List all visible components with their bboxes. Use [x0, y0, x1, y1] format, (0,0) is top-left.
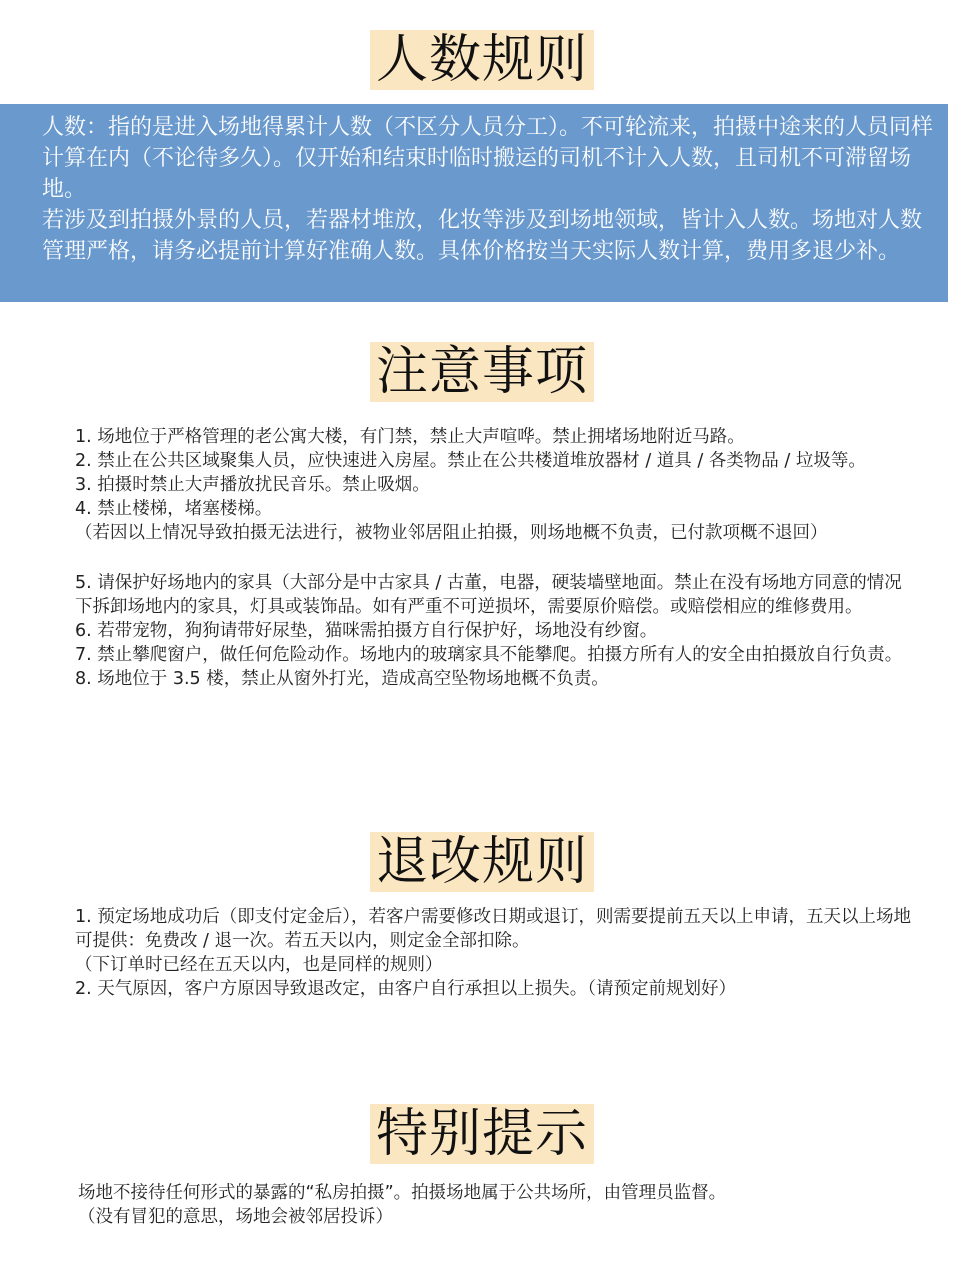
notes-item: 3. 拍摄时禁止大声播放扰民音乐。禁止吸烟。 [75, 475, 430, 495]
notes-item: 1. 场地位于严格管理的老公寓大楼，有门禁，禁止大声喧哗。禁止拥堵场地附近马路。 [75, 427, 745, 447]
special-note: （没有冒犯的意思，场地会被邻居投诉） [78, 1207, 393, 1227]
notes-title: 注意事项 [370, 342, 594, 402]
refund-section [75, 905, 915, 1001]
special-title: 特别提示 [370, 1104, 594, 1164]
notes-item: 2. 禁止在公共区域聚集人员，应快速进入房屋。禁止在公共楼道堆放器材 / 道具 / 各类物品 / 垃圾等。 [75, 451, 866, 471]
notes-item: 5. 请保护好场地内的家具（大部分是中古家具 / 古董，电器，硬装墙壁地面。禁止在没有场地方同意的情况下拆卸场地内的家具，灯具或装饰品。如有严重不可逆损坏，需要原价赔偿。或赔偿相应的维修费用。 [75, 573, 902, 617]
special-heading-wrap [0, 1104, 964, 1164]
headcount-paragraph: 人数：指的是进入场地得累计人数（不区分人员分工）。不可轮流来，拍摄中途来的人员同样计算在内（不论待多久）。仅开始和结束时临时搬运的司机不计入人数，且司机不可滞留场地。 [42, 115, 934, 202]
notes-item: 8. 场地位于 3.5 楼，禁止从窗外打光，造成高空坠物场地概不负责。 [75, 669, 609, 689]
notes-section [75, 425, 915, 691]
notes-item: 7. 禁止攀爬窗户，做任何危险动作。场地内的玻璃家具不能攀爬。拍摄方所有人的安全由拍摄放自行负责。 [75, 645, 903, 665]
notes-disclaimer: （若因以上情况导致拍摄无法进行，被物业邻居阻止拍摄，则场地概不负责，已付款项概不退回） [75, 523, 828, 543]
refund-heading-wrap [0, 832, 964, 892]
headcount-title: 人数规则 [370, 30, 594, 90]
notes-item: 6. 若带宠物，狗狗请带好尿垫，猫咪需拍摄方自行保护好，场地没有纱窗。 [75, 621, 658, 641]
headcount-paragraph: 若涉及到拍摄外景的人员，若器材堆放，化妆等涉及到场地领域，皆计入人数。场地对人数管理严格，请务必提前计算好准确人数。具体价格按当天实际人数计算，费用多退少补。 [42, 208, 923, 264]
refund-item: 2. 天气原因，客户方原因导致退改定，由客户自行承担以上损失。（请预定前规划好） [75, 979, 737, 999]
notes-heading-wrap [0, 342, 964, 402]
headcount-info-box [0, 104, 948, 302]
special-section [78, 1181, 918, 1229]
refund-item: 1. 预定场地成功后（即支付定金后），若客户需要修改日期或退订，则需要提前五天以上申请，五天以上场地可提供：免费改 / 退一次。若五天以内，则定金全部扣除。 [75, 907, 912, 951]
refund-note: （下订单时已经在五天以内，也是同样的规则） [75, 955, 443, 975]
refund-title: 退改规则 [370, 832, 594, 892]
special-item: 场地不接待任何形式的暴露的“私房拍摄”。拍摄场地属于公共场所，由管理员监督。 [78, 1183, 727, 1203]
notes-item: 4. 禁止楼梯，堵塞楼梯。 [75, 499, 273, 519]
headcount-heading-wrap [0, 30, 964, 90]
